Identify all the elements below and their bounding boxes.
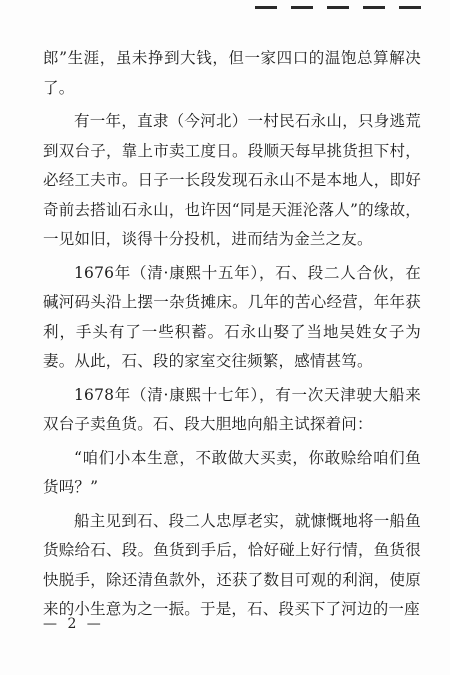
header-rule xyxy=(255,0,445,14)
paragraph: 有一年，直隶（今河北）一村民石永山，只身逃荒到双台子，靠上市卖工度日。段顺天每早挑货担下村，必经工夫市。日子一长段发现石永山不是本地人，即好奇前去搭讪石永山，也许因“同是天涯沦落人”的缘故，一见如旧，谈得十分投机，进而结为金兰之友。 xyxy=(43,112,421,248)
header-rule-dash xyxy=(399,6,421,9)
body-text xyxy=(43,44,421,629)
paragraph: “咱们小本生意，不敢做大买卖，你敢赊给咱们鱼货吗？” xyxy=(43,448,421,496)
header-rule-dash xyxy=(255,6,277,9)
paragraph: 郎”生涯，虽未挣到大钱，但一家四口的温饱总算解决了。 xyxy=(43,49,421,97)
paragraph: 船主见到石、段二人忠厚老实，就慷慨地将一船鱼货赊给石、段。鱼货到手后，恰好碰上好行情，鱼货很快脱手，除还清鱼款外，还获了数目可观的利润，使原来的小生意为之一振。于是，石、段买下了河边的一座 xyxy=(43,511,421,618)
header-rule-dash xyxy=(363,6,385,9)
paragraph: 1676年（清·康熙十五年），石、段二人合伙，在碱河码头沿上摆一杂货摊床。几年的苦心经营，年年获利，手头有了一些积蓄。石永山娶了当地吴姓女子为妻。从此，石、段的家室交往频繁，感情甚笃。 xyxy=(43,263,421,370)
header-rule-dash xyxy=(291,6,313,9)
page-number: — 2 — xyxy=(43,616,104,632)
header-rule-dash xyxy=(327,6,349,9)
paragraph: 1678年（清·康熙十七年），有一次天津驶大船来双台子卖鱼货。石、段大胆地向船主试探着问： xyxy=(43,385,421,433)
